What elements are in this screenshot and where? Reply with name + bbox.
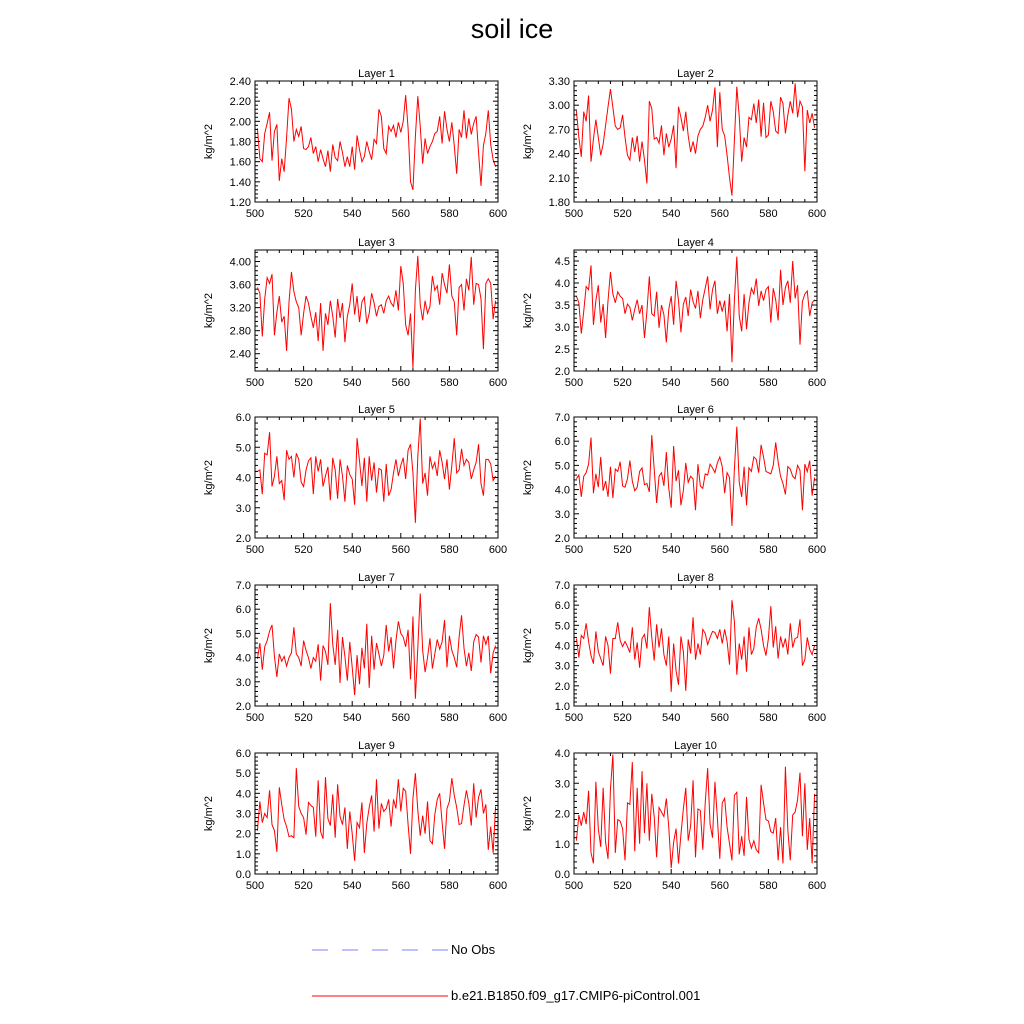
panel-layer-7	[203, 572, 507, 724]
x-tick-label: 560	[710, 208, 729, 220]
x-tick-label: 520	[613, 880, 632, 892]
x-tick-label: 500	[564, 880, 584, 892]
x-tick-label: 520	[294, 712, 313, 724]
series-line-layer-7-0	[257, 593, 495, 698]
plot-frame-layer-8	[574, 585, 817, 706]
series-line-layer-1-0	[257, 95, 495, 190]
y-tick-label: 2.0	[235, 828, 251, 841]
x-tick-label: 540	[343, 377, 362, 389]
panel-layer-8	[522, 572, 826, 724]
panel-layer-10	[522, 740, 826, 892]
x-tick-label: 560	[710, 880, 729, 892]
plot-frame-layer-3	[255, 250, 498, 371]
y-tick-label: 5.0	[554, 460, 570, 473]
y-tick-label: 2.40	[548, 148, 570, 161]
panel-title-layer-8: Layer 8	[677, 572, 714, 584]
x-tick-label: 600	[488, 208, 508, 220]
x-tick-label: 560	[710, 544, 729, 556]
x-tick-label: 560	[710, 712, 729, 724]
x-tick-label: 580	[759, 377, 778, 389]
x-tick-label: 520	[294, 544, 313, 556]
x-tick-label: 500	[245, 544, 265, 556]
x-tick-label: 540	[343, 880, 362, 892]
page-title: soil ice	[470, 14, 554, 44]
x-tick-label: 500	[564, 208, 584, 220]
x-tick-label: 540	[662, 712, 681, 724]
plot-frame-layer-4	[574, 250, 817, 371]
y-tick-label: 3.0	[554, 508, 570, 521]
panel-layer-4	[522, 237, 826, 389]
x-tick-label: 560	[391, 712, 410, 724]
panel-title-layer-1: Layer 1	[358, 68, 395, 80]
x-tick-label: 560	[391, 880, 410, 892]
y-tick-label: 2.0	[554, 366, 570, 378]
y-tick-label: 0.0	[554, 869, 570, 881]
y-tick-label: 3.60	[229, 279, 251, 292]
y-tick-label: 2.5	[554, 344, 570, 356]
y-tick-label: 4.0	[554, 748, 570, 760]
y-axis-label-layer-2: kg/m^2	[522, 123, 534, 160]
y-tick-label: 4.5	[554, 256, 570, 268]
panel-title-layer-4: Layer 4	[677, 237, 714, 249]
y-tick-label: 3.00	[548, 100, 570, 113]
y-tick-label: 1.40	[229, 176, 251, 189]
y-tick-label: 1.80	[548, 197, 570, 209]
y-tick-label: 7.0	[554, 412, 570, 424]
y-axis-label-layer-4: kg/m^2	[522, 292, 534, 329]
x-tick-label: 600	[807, 544, 827, 556]
y-tick-label: 5.0	[235, 768, 251, 781]
y-tick-label: 7.0	[554, 580, 570, 592]
x-tick-label: 560	[391, 544, 410, 556]
y-tick-label: 4.0	[554, 278, 570, 290]
panel-layer-1	[203, 68, 507, 220]
y-tick-label: 3.5	[554, 300, 570, 312]
y-tick-label: 2.00	[229, 116, 251, 129]
y-tick-label: 3.0	[554, 778, 570, 791]
y-tick-label: 5.0	[235, 628, 251, 641]
y-axis-label-layer-6: kg/m^2	[522, 459, 534, 496]
x-tick-label: 540	[343, 208, 362, 220]
series-line-layer-10-0	[576, 755, 814, 868]
x-tick-label: 500	[245, 377, 265, 389]
x-tick-label: 520	[613, 712, 632, 724]
x-tick-label: 580	[440, 712, 459, 724]
panel-title-layer-10: Layer 10	[674, 740, 717, 752]
y-axis-label-layer-7: kg/m^2	[203, 627, 215, 664]
y-tick-label: 4.0	[554, 640, 570, 653]
y-tick-label: 2.0	[554, 533, 570, 545]
y-tick-label: 1.60	[229, 156, 251, 169]
x-tick-label: 540	[662, 544, 681, 556]
panel-layer-2	[522, 68, 826, 220]
legend-entry-model	[312, 986, 752, 1006]
x-tick-label: 600	[807, 712, 827, 724]
y-tick-label: 1.0	[235, 848, 251, 861]
x-tick-label: 600	[807, 377, 827, 389]
series-line-layer-6-0	[576, 427, 814, 526]
y-tick-label: 6.0	[235, 604, 251, 617]
y-tick-label: 3.0	[235, 502, 251, 515]
y-tick-label: 6.0	[554, 600, 570, 613]
x-tick-label: 540	[662, 377, 681, 389]
x-tick-label: 600	[488, 544, 508, 556]
series-line-layer-4-0	[576, 257, 814, 363]
y-tick-label: 3.0	[235, 808, 251, 821]
y-tick-label: 1.80	[229, 136, 251, 149]
legend-label-model: b.e21.B1850.f09_g17.CMIP6-piControl.001	[451, 988, 701, 1003]
y-tick-label: 0.0	[235, 869, 251, 881]
y-tick-label: 2.40	[229, 348, 251, 361]
x-tick-label: 580	[759, 208, 778, 220]
x-tick-label: 580	[440, 208, 459, 220]
x-tick-label: 520	[294, 377, 313, 389]
x-tick-label: 500	[245, 208, 265, 220]
y-axis-label-layer-10: kg/m^2	[522, 795, 534, 832]
series-line-layer-3-0	[257, 256, 495, 368]
series-line-layer-9-0	[257, 768, 495, 861]
panel-layer-6	[522, 404, 826, 556]
x-tick-label: 540	[662, 208, 681, 220]
x-tick-label: 580	[440, 377, 459, 389]
y-tick-label: 3.30	[548, 76, 570, 88]
y-tick-label: 4.00	[229, 256, 251, 269]
y-tick-label: 5.0	[235, 442, 251, 455]
x-tick-label: 580	[759, 544, 778, 556]
x-tick-label: 520	[294, 880, 313, 892]
x-tick-label: 500	[245, 712, 265, 724]
y-tick-label: 2.0	[235, 701, 251, 713]
x-tick-label: 500	[564, 377, 584, 389]
x-tick-label: 580	[759, 712, 778, 724]
legend-entry-no-obs	[312, 940, 612, 960]
x-tick-label: 500	[245, 880, 265, 892]
y-tick-label: 1.0	[554, 701, 570, 713]
x-tick-label: 560	[391, 208, 410, 220]
y-tick-label: 1.20	[229, 197, 251, 209]
x-tick-label: 520	[613, 377, 632, 389]
x-tick-label: 600	[488, 377, 508, 389]
y-tick-label: 6.0	[235, 412, 251, 424]
series-line-layer-2-0	[576, 83, 814, 195]
y-tick-label: 6.0	[554, 436, 570, 449]
x-tick-label: 580	[440, 544, 459, 556]
y-tick-label: 3.0	[235, 676, 251, 689]
x-tick-label: 600	[488, 712, 508, 724]
x-tick-label: 580	[440, 880, 459, 892]
panel-layer-5	[203, 404, 507, 556]
y-tick-label: 4.0	[235, 652, 251, 665]
x-tick-label: 520	[613, 544, 632, 556]
y-tick-label: 6.0	[235, 748, 251, 760]
y-tick-label: 2.10	[548, 172, 570, 185]
panel-title-layer-7: Layer 7	[358, 572, 395, 584]
y-axis-label-layer-5: kg/m^2	[203, 459, 215, 496]
x-tick-label: 580	[759, 880, 778, 892]
y-tick-label: 4.0	[235, 788, 251, 801]
y-tick-label: 2.20	[229, 96, 251, 109]
y-axis-label-layer-9: kg/m^2	[203, 795, 215, 832]
x-tick-label: 520	[294, 208, 313, 220]
x-tick-label: 560	[710, 377, 729, 389]
x-tick-label: 600	[488, 880, 508, 892]
series-line-layer-5-0	[257, 419, 495, 523]
plot-frame-layer-5	[255, 417, 498, 538]
y-tick-label: 2.80	[229, 325, 251, 338]
y-tick-label: 3.0	[554, 660, 570, 673]
x-tick-label: 600	[807, 208, 827, 220]
y-tick-label: 2.70	[548, 124, 570, 137]
y-tick-label: 2.0	[554, 680, 570, 693]
panel-title-layer-2: Layer 2	[677, 68, 714, 80]
panel-title-layer-9: Layer 9	[358, 740, 395, 752]
x-tick-label: 500	[564, 544, 584, 556]
legend-swatch-solid	[312, 986, 452, 1006]
y-tick-label: 5.0	[554, 620, 570, 633]
x-tick-label: 520	[613, 208, 632, 220]
x-tick-label: 540	[343, 544, 362, 556]
panel-layer-9	[203, 740, 507, 892]
x-tick-label: 500	[564, 712, 584, 724]
series-line-layer-8-0	[576, 600, 814, 692]
y-tick-label: 3.20	[229, 302, 251, 315]
y-tick-label: 2.0	[235, 533, 251, 545]
y-axis-label-layer-1: kg/m^2	[203, 123, 215, 160]
panel-title-layer-6: Layer 6	[677, 404, 714, 416]
y-axis-label-layer-8: kg/m^2	[522, 627, 534, 664]
y-tick-label: 3.0	[554, 322, 570, 334]
x-tick-label: 540	[343, 712, 362, 724]
plot-frame-layer-9	[255, 753, 498, 874]
y-tick-label: 4.0	[235, 472, 251, 485]
x-tick-label: 540	[662, 880, 681, 892]
panel-title-layer-5: Layer 5	[358, 404, 395, 416]
y-axis-label-layer-3: kg/m^2	[203, 292, 215, 329]
x-tick-label: 560	[391, 377, 410, 389]
y-tick-label: 2.40	[229, 76, 251, 88]
panel-title-layer-3: Layer 3	[358, 237, 395, 249]
x-tick-label: 600	[807, 880, 827, 892]
y-tick-label: 2.0	[554, 808, 570, 821]
legend-label-no-obs: No Obs	[451, 942, 496, 957]
legend-swatch-dashed	[312, 940, 452, 960]
y-tick-label: 4.0	[554, 484, 570, 497]
y-tick-label: 1.0	[554, 838, 570, 851]
panel-layer-3	[203, 237, 507, 389]
y-tick-label: 7.0	[235, 580, 251, 592]
